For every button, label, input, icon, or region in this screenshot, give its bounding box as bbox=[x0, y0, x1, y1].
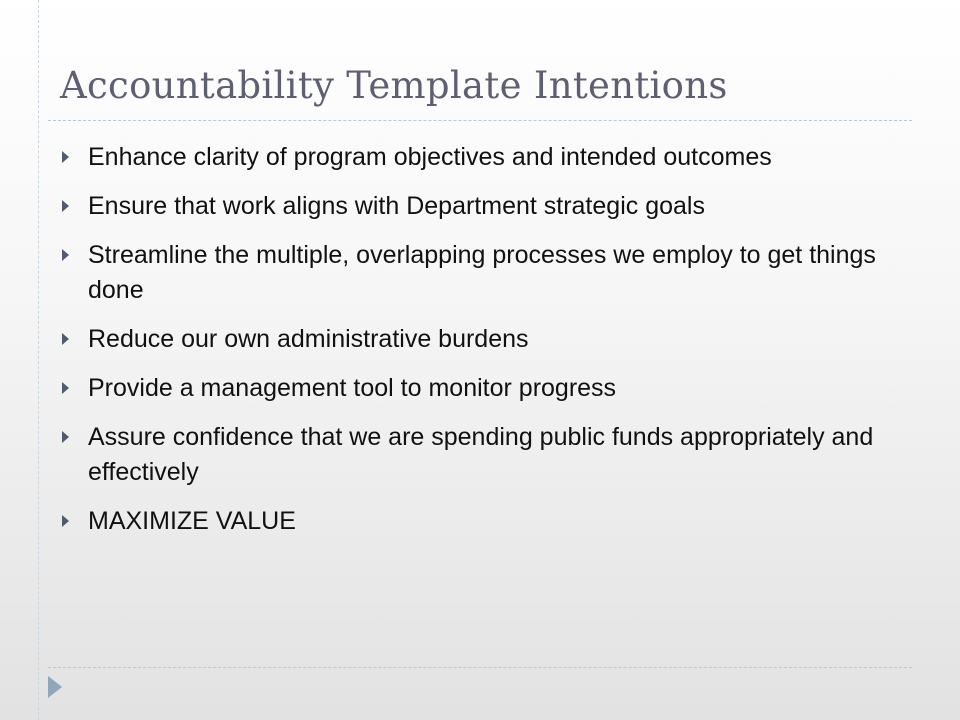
bullet-text: Enhance clarity of program objectives and intended outcomes bbox=[88, 143, 772, 171]
bullet-item bbox=[60, 322, 910, 357]
title-divider bbox=[48, 120, 912, 121]
bullet-item bbox=[60, 238, 910, 308]
bullet-item bbox=[60, 371, 910, 406]
bullet-text: MAXIMIZE VALUE bbox=[88, 507, 296, 535]
bullet-list bbox=[60, 140, 910, 539]
bullet-item bbox=[60, 189, 910, 224]
footer-divider bbox=[48, 667, 912, 668]
bullet-text: Ensure that work aligns with Department strategic goals bbox=[88, 192, 705, 220]
left-guide-line bbox=[38, 0, 39, 720]
triangle-bullet-icon bbox=[62, 382, 69, 394]
triangle-bullet-icon bbox=[62, 249, 69, 261]
bullet-item bbox=[60, 504, 910, 539]
triangle-bullet-icon bbox=[62, 431, 69, 443]
triangle-bullet-icon bbox=[62, 333, 69, 345]
bullet-text: Assure confidence that we are spending public funds appropriately and effectively bbox=[88, 423, 874, 486]
next-slide-arrow-icon[interactable] bbox=[48, 676, 62, 698]
bullet-item bbox=[60, 140, 910, 175]
bullet-text: Streamline the multiple, overlapping processes we employ to get things done bbox=[88, 241, 876, 304]
bullet-text: Provide a management tool to monitor progress bbox=[88, 374, 617, 402]
triangle-bullet-icon bbox=[62, 151, 69, 163]
triangle-bullet-icon bbox=[62, 515, 69, 527]
bullet-item bbox=[60, 420, 910, 490]
triangle-bullet-icon bbox=[62, 200, 69, 212]
slide-title: Accountability Template Intentions bbox=[60, 64, 728, 107]
bullet-text: Reduce our own administrative burdens bbox=[88, 325, 529, 353]
